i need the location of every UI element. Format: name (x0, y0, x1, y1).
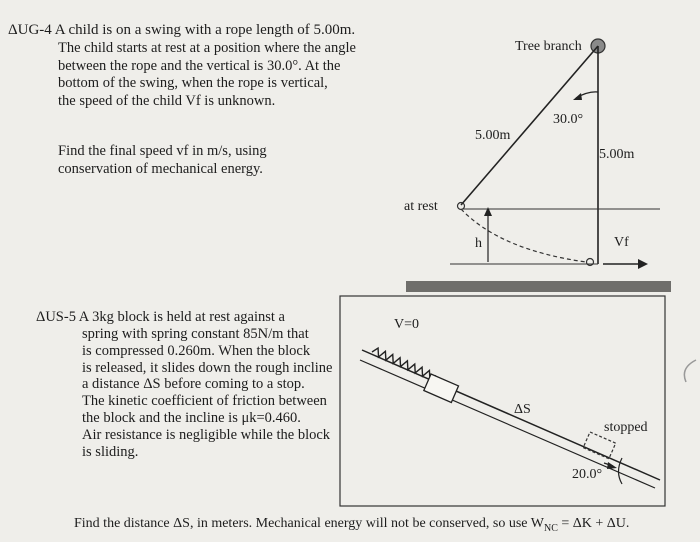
problem1-line: the speed of the child Vf is unknown. (58, 92, 276, 109)
problem2-id: ΔUS-5 (36, 309, 76, 325)
problem2-line: spring with spring constant 85N/m that (82, 326, 309, 342)
stopped-label: stopped (604, 420, 648, 435)
v0-label: V=0 (394, 317, 420, 332)
problem2-line1: A 3kg block is held at rest against a (78, 309, 285, 325)
swing-diagram (404, 39, 660, 269)
problem1-line: bottom of the swing, when the rope is vertical, (58, 75, 328, 91)
rope-left-label: 5.00m (475, 128, 511, 143)
problem2-line: The kinetic coefficient of friction between (82, 393, 327, 410)
footer-end: = ΔK + ΔU. (557, 516, 630, 531)
stopped-block-icon (583, 432, 615, 459)
h-label: h (475, 236, 482, 251)
question-line: conservation of mechanical energy. (58, 160, 263, 177)
vf-arrow-icon (638, 259, 648, 269)
incline-surface (362, 350, 660, 480)
h-arrow-icon (484, 207, 492, 216)
problem1-line1: A child is on a swing with a rope length of 5.00m. (54, 22, 356, 38)
block-icon (424, 374, 459, 402)
tree-branch-label: Tree branch (515, 39, 582, 54)
problem2-line: the block and the incline is μk=0.460. (82, 409, 301, 426)
incline-frame (340, 296, 665, 506)
problem2-line: is sliding. (82, 443, 139, 460)
incline-angle-label: 20.0° (572, 467, 603, 482)
problem1-line: The child starts at rest at a position where the angle (58, 40, 356, 56)
vf-label: Vf (614, 235, 629, 250)
problem2-footer (74, 515, 629, 537)
question-line: Find the final speed vf in m/s, using (58, 143, 267, 159)
problem2-line: is released, it slides down the rough incline (82, 359, 333, 376)
angle-arrow-icon (573, 93, 582, 100)
rope-right-label: 5.00m (599, 147, 635, 162)
angle-label: 30.0° (553, 112, 584, 127)
stopped-arrow-icon (607, 462, 617, 469)
footer-text: Find the distance ΔS, in meters. Mechanical energy will not be conserved, so use W (74, 516, 544, 531)
page-fold (684, 360, 696, 382)
problem2-line: a distance ΔS before coming to a stop. (82, 376, 305, 393)
problem2-line: Air resistance is negligible while the block (82, 426, 331, 443)
problem2-line: is compressed 0.260m. When the block (82, 342, 311, 359)
problem1-line: between the rope and the vertical is 30.0°. At the (58, 57, 341, 74)
spring-icon (371, 346, 437, 380)
footer-subscript: NC (543, 522, 558, 534)
divider-bar (406, 281, 671, 292)
child-start-icon (458, 203, 465, 210)
at-rest-label: at rest (404, 199, 438, 214)
incline-diagram (340, 296, 665, 506)
delta-s-label: ΔS (514, 402, 531, 417)
problem1-id: ΔUG-4 (8, 22, 52, 38)
